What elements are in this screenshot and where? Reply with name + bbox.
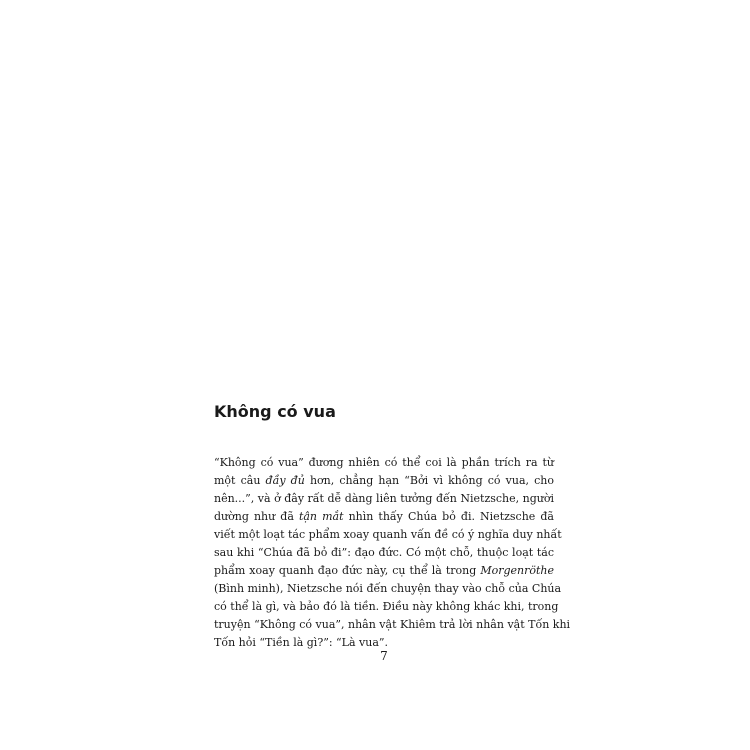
italic-emphasis: tận mắt — [298, 510, 344, 523]
text-line: truyện “Không có vua”, nhân vật Khiêm trả lời nhân vật Tốn khi — [214, 618, 571, 631]
italic-book-title: Morgenröthe — [480, 564, 554, 577]
text-segment: dường như đã — [214, 510, 299, 523]
text-line: Tốn hỏi “Tiền là gì?”: “Là vua”. — [214, 636, 389, 649]
text-line: “Không có vua” đương nhiên có thể coi là phần trích ra từ — [214, 456, 554, 469]
text-line: nên...”, và ở đây rất dễ dàng liên tưởng đến Nietzsche, người — [214, 492, 554, 505]
text-line — [214, 508, 554, 526]
text-line: sau khi “Chúa đã bỏ đi”: đạo đức. Có một chỗ, thuộc loạt tác — [214, 546, 554, 559]
italic-emphasis: đầy đủ — [265, 474, 305, 487]
text-segment: một câu — [214, 474, 266, 487]
body-paragraph — [214, 454, 571, 652]
text-segment: hơn, chẳng hạn “Bởi vì không có vua, cho — [304, 474, 555, 487]
text-line — [214, 472, 554, 490]
text-line: (Bình minh), Nietzsche nói đến chuyện thay vào chỗ của Chúa — [214, 582, 562, 595]
text-line: có thể là gì, và bảo đó là tiền. Điều này không khác khi, trong — [214, 600, 559, 613]
text-segment: nhìn thấy Chúa bỏ đi. Nietzsche đã — [343, 510, 554, 523]
text-line — [214, 562, 554, 580]
text-line: viết một loạt tác phẩm xoay quanh vấn đề có ý nghĩa duy nhất — [214, 528, 562, 541]
section-heading: Không có vua — [214, 402, 336, 421]
page-number: 7 — [380, 649, 388, 663]
text-segment: phẩm xoay quanh đạo đức này, cụ thể là trong — [214, 564, 481, 577]
